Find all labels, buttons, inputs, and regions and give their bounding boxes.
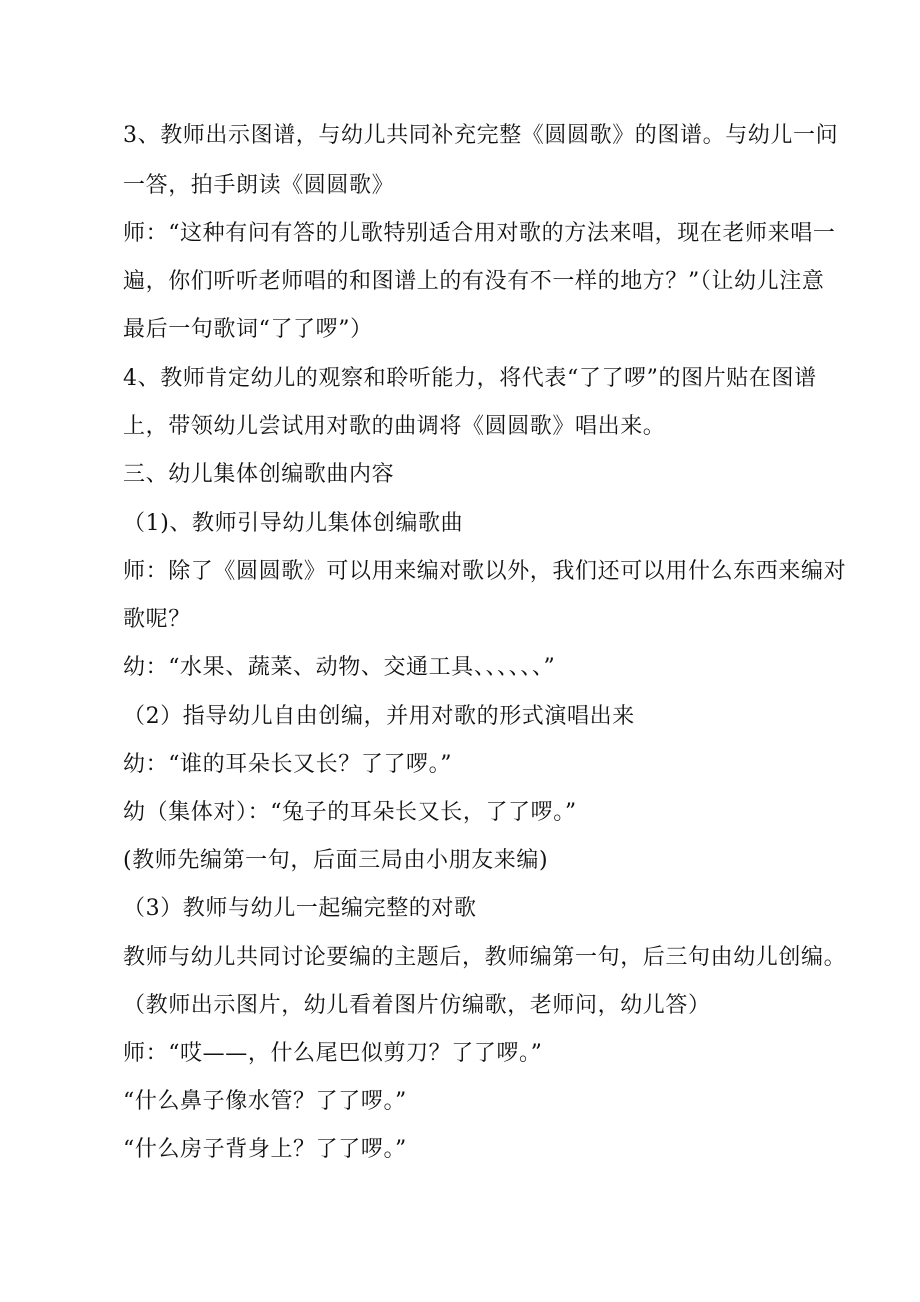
text-line: 教师与幼儿共同讨论要编的主题后，教师编第一句，后三句由幼儿创编。 bbox=[123, 945, 847, 970]
text-line: 上，带领幼儿尝试用对歌的曲调将《圆圆歌》唱出来。 bbox=[123, 414, 666, 439]
text-line: 幼：“谁的耳朵长又长？了了啰。” bbox=[123, 752, 453, 777]
text-line: 师：“哎——，什么尾巴似剪刀？了了啰。” bbox=[123, 1041, 543, 1066]
text-line: (教师先编第一句，后面三局由小朋友来编) bbox=[123, 848, 549, 873]
text-line: 歌呢？ bbox=[123, 607, 191, 632]
text-line: 幼：“水果、蔬菜、动物、交通工具、、、、、、” bbox=[123, 655, 556, 680]
section-heading: 三、幼儿集体创编歌曲内容 bbox=[123, 462, 395, 487]
text-line: “什么鼻子像水管？了了啰。” bbox=[123, 1089, 407, 1114]
text-line: 4、教师肯定幼儿的观察和聆听能力，将代表“了了啰”的图片贴在图谱 bbox=[123, 366, 817, 391]
text-line: （3）教师与幼儿一起编完整的对歌 bbox=[123, 896, 477, 921]
text-line: 3、教师出示图谱，与幼儿共同补充完整《圆圆歌》的图谱。与幼儿一问 bbox=[123, 123, 839, 148]
text-line: 师：“这种有问有答的儿歌特别适合用对歌的方法来唱，现在老师来唱一 bbox=[123, 221, 836, 246]
text-line: 最后一句歌词“了了啰”） bbox=[123, 317, 373, 342]
text-line: （教师出示图片，幼儿看着图片仿编歌，老师问，幼儿答） bbox=[123, 993, 711, 1018]
text-line: 一答，拍手朗读《圆圆歌》 bbox=[123, 173, 395, 198]
text-line: 遍，你们听听老师唱的和图谱上的有没有不一样的地方？”（让幼儿注意 bbox=[123, 269, 825, 294]
text-line: 师：除了《圆圆歌》可以用来编对歌以外，我们还可以用什么东西来编对 bbox=[123, 559, 847, 584]
text-line: （2）指导幼儿自由创编，并用对歌的形式演唱出来 bbox=[123, 704, 635, 729]
text-line: （1)、教师引导幼儿集体创编歌曲 bbox=[123, 511, 464, 536]
text-line: “什么房子背身上？了了啰。” bbox=[123, 1137, 407, 1162]
text-line: 幼（集体对）：“兔子的耳朵长又长，了了啰。” bbox=[123, 800, 577, 825]
